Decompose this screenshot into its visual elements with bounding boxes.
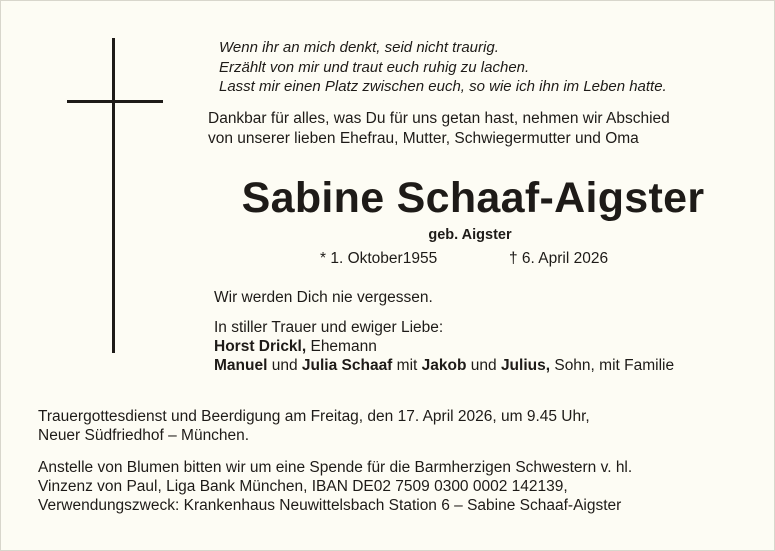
conjunction: und [466, 357, 501, 374]
intro-line-2: von unserer lieben Ehefrau, Mutter, Schwiegermutter und Oma [208, 130, 639, 147]
poem-line-2: Erzählt von mir und traut euch ruhig zu lachen. [219, 58, 530, 76]
family-role: Sohn, mit Familie [550, 357, 675, 374]
poem-line-1: Wenn ihr an mich denkt, seid nicht traurig. [219, 39, 499, 56]
husband-name: Horst Drickl, [214, 338, 307, 355]
poem [219, 38, 667, 97]
maiden-name: geb. Aigster [428, 227, 512, 243]
conjunction: mit [392, 357, 422, 374]
donation-line-3: Verwendungszweck: Krankenhaus Neuwittelsbach Station 6 – Sabine Schaaf-Aigster [38, 497, 622, 514]
son-name: Manuel [214, 357, 268, 374]
cross-horizontal-bar [67, 100, 163, 103]
daughter-in-law-name: Julia Schaaf [301, 357, 393, 374]
intro-text [208, 109, 670, 149]
intro-line-1: Dankbar für alles, was Du für uns getan hast, nehmen wir Abschied [208, 110, 670, 127]
mourners-heading: In stiller Trauer und ewiger Liebe: [214, 319, 444, 336]
conjunction: und [267, 357, 302, 374]
never-forget-line: Wir werden Dich nie vergessen. [214, 289, 433, 306]
mourner-family [214, 356, 674, 375]
death-date: † 6. April 2026 [509, 250, 609, 267]
deceased-name: Sabine Schaaf-Aigster [241, 174, 705, 222]
birth-date: * 1. Oktober1955 [320, 250, 438, 267]
mourner-husband [214, 337, 674, 356]
donation-info [38, 458, 632, 515]
funeral-service-info [38, 407, 590, 445]
grandchild-2-name: Julius, [500, 357, 551, 374]
donation-line-2: Vinzenz von Paul, Liga Bank München, IBAN DE02 7509 0300 0002 142139, [38, 478, 568, 495]
service-line-2: Neuer Südfriedhof – München. [38, 427, 250, 444]
husband-role: Ehemann [306, 338, 377, 355]
service-line-1: Trauergottesdienst und Beerdigung am Freitag, den 17. April 2026, um 9.45 Uhr, [38, 408, 590, 425]
donation-line-1: Anstelle von Blumen bitten wir um eine Spende für die Barmherzigen Schwestern v. hl. [38, 459, 633, 476]
mourners-block [214, 318, 674, 375]
poem-line-3: Lasst mir einen Platz zwischen euch, so wie ich ihn im Leben hatte. [219, 78, 667, 95]
grandchild-1-name: Jakob [421, 357, 467, 374]
